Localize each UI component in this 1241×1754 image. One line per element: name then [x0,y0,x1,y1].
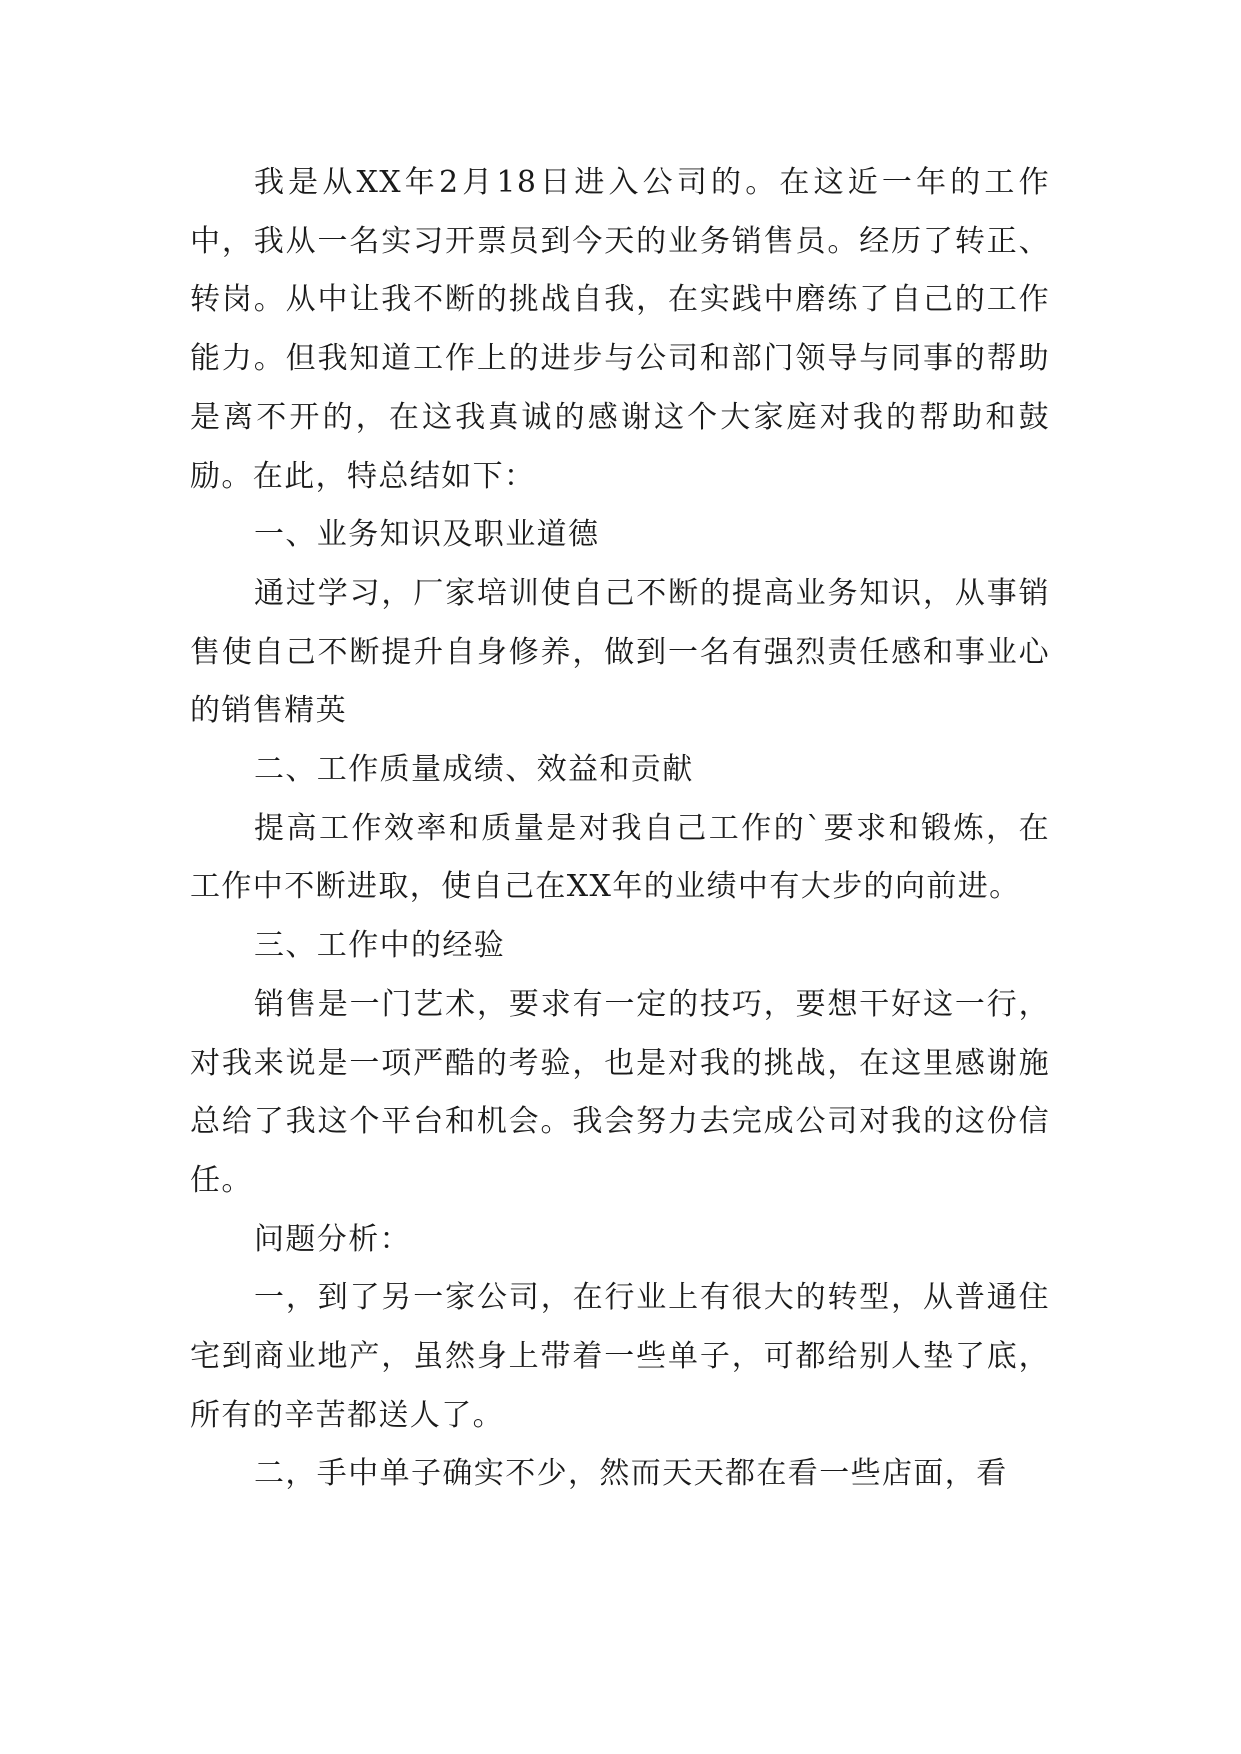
heading-business-knowledge: 一、业务知识及职业道德 [254,517,600,553]
paragraph-work-quality: 提高工作效率和质量是对我自己工作的`要求和锻炼，在工作中不断进取，使自己在XX年的业绩中有大步的向前进。 [190,810,1050,905]
paragraph-problem-one: 一，到了另一家公司，在行业上有很大的转型，从普通住宅到商业地产，虽然身上带着一些单子，可都给别人垫了底，所有的辛苦都送人了。 [190,1280,1050,1433]
paragraph-experience: 销售是一门艺术，要求有一定的技巧，要想干好这一行，对我来说是一项严酷的考验，也是对我的挑战，在这里感谢施总给了我这个平台和机会。我会努力去完成公司对我的这份信任。 [190,986,1050,1198]
heading-work-quality: 二、工作质量成绩、效益和贡献 [254,752,694,788]
heading-experience: 三、工作中的经验 [254,928,506,964]
paragraph-business-knowledge: 通过学习，厂家培训使自己不断的提高业务知识，从事销售使自己不断提升自身修养，做到一名有强烈责任感和事业心的销售精英 [190,575,1050,729]
document-body [190,154,1050,1504]
paragraph-intro: 我是从XX年2月18日进入公司的。在这近一年的工作中，我从一名实习开票员到今天的业务销售员。经历了转正、转岗。从中让我不断的挑战自我，在实践中磨练了自己的工作能力。但我知道工作上的进步与公司和部门领导与同事的帮助是离不开的，在这我真诚的感谢这个大家庭对我的帮助和鼓励。在此，特总结如下： [190,165,1050,494]
paragraph-problem-two: 二，手中单子确实不少，然而天天都在看一些店面，看 [254,1456,1008,1492]
heading-problem-analysis: 问题分析： [254,1221,411,1257]
